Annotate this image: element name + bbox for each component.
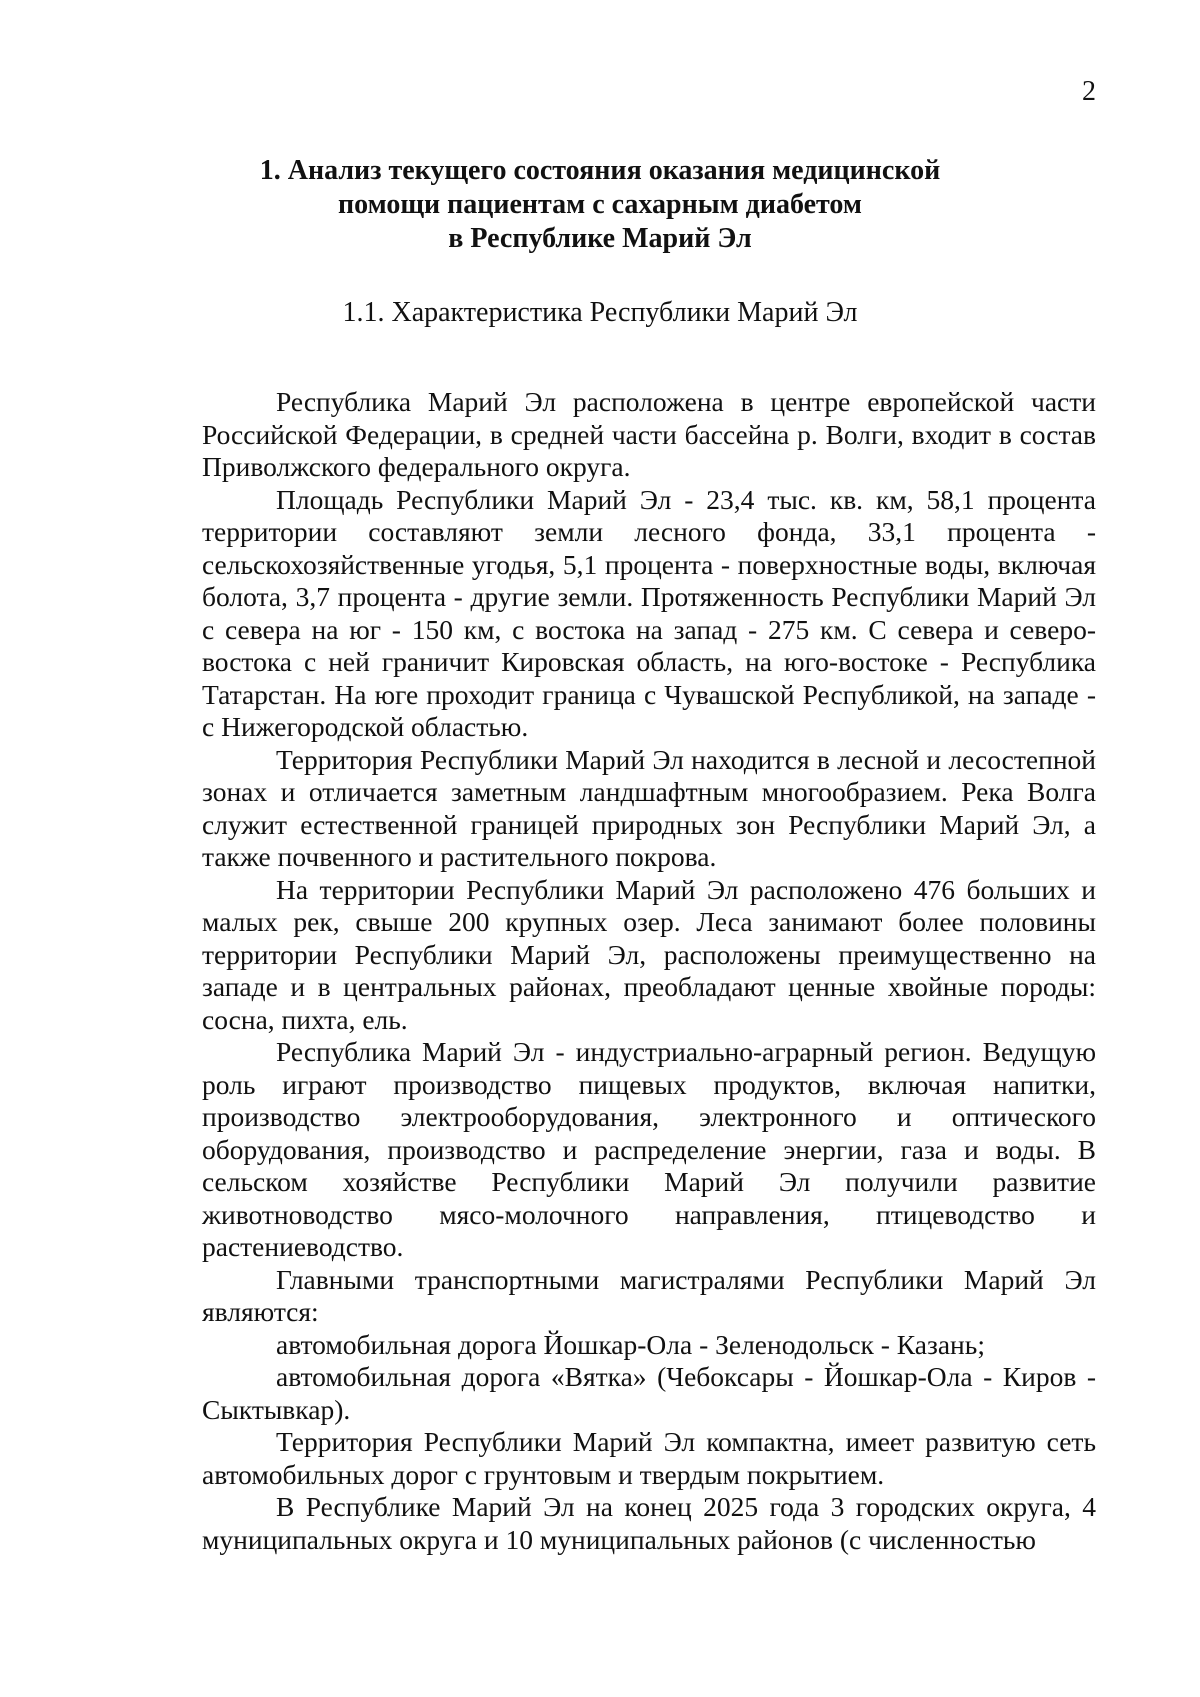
section-title-line: 1. Анализ текущего состояния оказания медицинской [259,155,941,186]
paragraph-roads-network: Территория Республики Марий Эл компактна, имеет развитую сеть автомобильных дорог с грунтовым и твердым покрытием. [202,1426,1096,1490]
subsection-title: 1.1. Характеристика Республики Марий Эл [342,297,858,328]
section-title-line: в Республике Марий Эл [448,223,752,254]
paragraph-municipalities: В Республике Марий Эл на конец 2025 года 3 городских округа, 4 муниципальных округа и 10 муниципальных районов (с численностью [202,1491,1096,1555]
paragraph-road-vyatka: автомобильная дорога «Вятка» (Чебоксары - Йошкар-Ола - Киров - Сыктывкар). [202,1361,1096,1425]
page-number: 2 [1082,76,1096,107]
paragraph-territory: Территория Республики Марий Эл находится в лесной и лесостепной зонах и отличается заметным ландшафтным многообразием. Река Волга служит естественной границей природных зон Республики Марий Эл, а также почвенного и растительного покрова. [202,743,1096,872]
paragraph-road-kazan: автомобильная дорога Йошкар-Ола - Зеленодольск - Казань; [276,1328,985,1360]
paragraph-rivers: На территории Республики Марий Эл расположено 476 больших и малых рек, свыше 200 крупных озер. Леса занимают более половины территории Республики Марий Эл, расположены преимущественно на западе и в центральных районах, преобладают ценные хвойные породы: сосна, пихта, ель. [202,873,1096,1035]
section-title [180,154,1020,256]
paragraph-economy: Республика Марий Эл - индустриально-аграрный регион. Ведущую роль играют производство пищевых продуктов, включая напитки, производство электрооборудования, электронного и оптического оборудования, производство и распределение энергии, газа и воды. В сельском хозяйстве Республики Марий Эл получили развитие животноводство мясо-молочного направления, птицеводство и растениеводство. [202,1036,1096,1262]
section-title-line: помощи пациентам с сахарным диабетом [338,189,862,220]
paragraph-transport: Главными транспортными магистралями Республики Марий Эл являются: [202,1263,1096,1327]
paragraph-area: Площадь Республики Марий Эл - 23,4 тыс. кв. км, 58,1 процента территории составляют земли лесного фонда, 33,1 процента - сельскохозяйственные угодья, 5,1 процента - поверхностные воды, включая болота, 3,7 процента - другие земли. Протяженность Республики Марий Эл с севера на юг - 150 км, с востока на запад - 275 км. С севера и северо-востока с ней граничит Кировская область, на юго-востоке - Республика Татарстан. На юге проходит граница с Чувашской Республикой, на западе - с Нижегородской областью. [202,483,1096,742]
body-text [202,386,1096,1556]
paragraph-location: Республика Марий Эл расположена в центре европейской части Российской Федерации, в средней части бассейна р. Волги, входит в состав Приволжского федерального округа. [202,386,1096,482]
